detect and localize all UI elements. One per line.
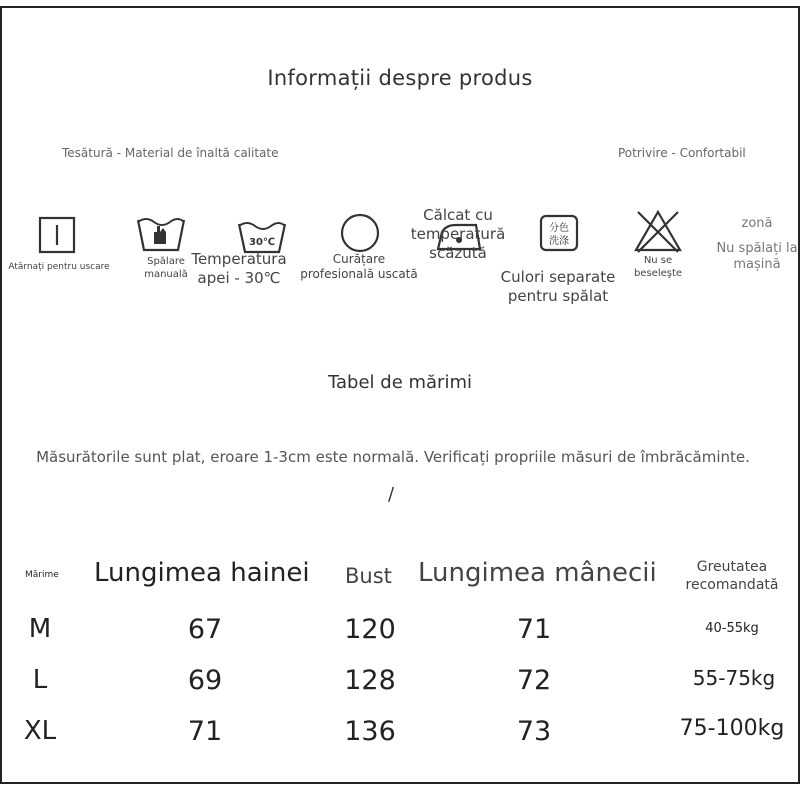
header-size: Mărime <box>25 570 59 580</box>
separator: / <box>388 484 395 505</box>
separate-wash-symbol-line-1: 分色 <box>549 223 569 234</box>
table-row-l-weight: 55-75kg <box>692 666 776 690</box>
no-bleach-label: Nu se beseleşte <box>633 255 683 279</box>
separate-wash-symbol-line-2: 洗涤 <box>549 236 569 247</box>
dry-clean-icon <box>339 212 381 254</box>
hang-dry-label: Atârnați pentru uscare <box>8 262 110 272</box>
table-row-l-size: L <box>32 665 48 695</box>
table-row-xl-size: XL <box>23 716 57 746</box>
table-row-xl-length: 71 <box>187 716 223 747</box>
hang-dry-icon <box>38 216 76 254</box>
size-table-title: Tabel de mărimi <box>328 372 472 393</box>
wash-30-symbol-text: 30℃ <box>248 237 276 248</box>
fabric-info: Tesătură - Material de înaltă calitate <box>62 146 279 160</box>
header-bust: Bust <box>345 564 392 588</box>
measurement-note: Măsurătorile sunt plat, eroare 1-3cm este normală. Verificați propriile măsuri de îmbrăcăminte. <box>36 448 750 466</box>
iron-low-label: Călcat cu temperatură scăzută <box>410 206 506 262</box>
table-row-m-bust: 120 <box>344 614 396 645</box>
no-machine-wash-label: Nu spălați la mașină <box>716 241 798 273</box>
separate-wash-label: Culori separate pentru spălat <box>500 268 616 305</box>
header-weight: Greutatea recomandată <box>685 559 779 594</box>
no-machine-wash-top-label: zonă <box>741 216 773 231</box>
hand-wash-label: Spălare manuală <box>144 256 188 280</box>
table-row-xl-weight: 75-100kg <box>679 716 785 741</box>
hand-wash-icon <box>136 214 186 254</box>
table-row-m-weight: 40-55kg <box>705 621 759 636</box>
header-sleeve: Lungimea mânecii <box>418 558 657 588</box>
table-row-l-sleeve: 72 <box>516 665 552 696</box>
page-title: Informații despre produs <box>267 66 533 90</box>
dry-clean-label: Curățare profesională uscată <box>300 252 418 281</box>
wash-30-label: Temperatura apei - 30℃ <box>191 250 287 287</box>
separate-wash-icon <box>539 214 579 252</box>
table-row-l-length: 69 <box>187 665 223 696</box>
no-bleach-icon <box>634 208 682 254</box>
table-row-m-size: M <box>28 614 52 644</box>
header-length: Lungimea hainei <box>94 558 310 588</box>
table-row-xl-sleeve: 73 <box>516 716 552 747</box>
table-row-xl-bust: 136 <box>344 716 396 747</box>
table-row-m-sleeve: 71 <box>516 614 552 645</box>
frame-top-border <box>0 6 800 8</box>
table-row-m-length: 67 <box>187 614 223 645</box>
fit-info: Potrivire - Confortabil <box>618 146 746 160</box>
frame-bottom-border <box>0 782 800 784</box>
table-row-l-bust: 128 <box>344 665 396 696</box>
